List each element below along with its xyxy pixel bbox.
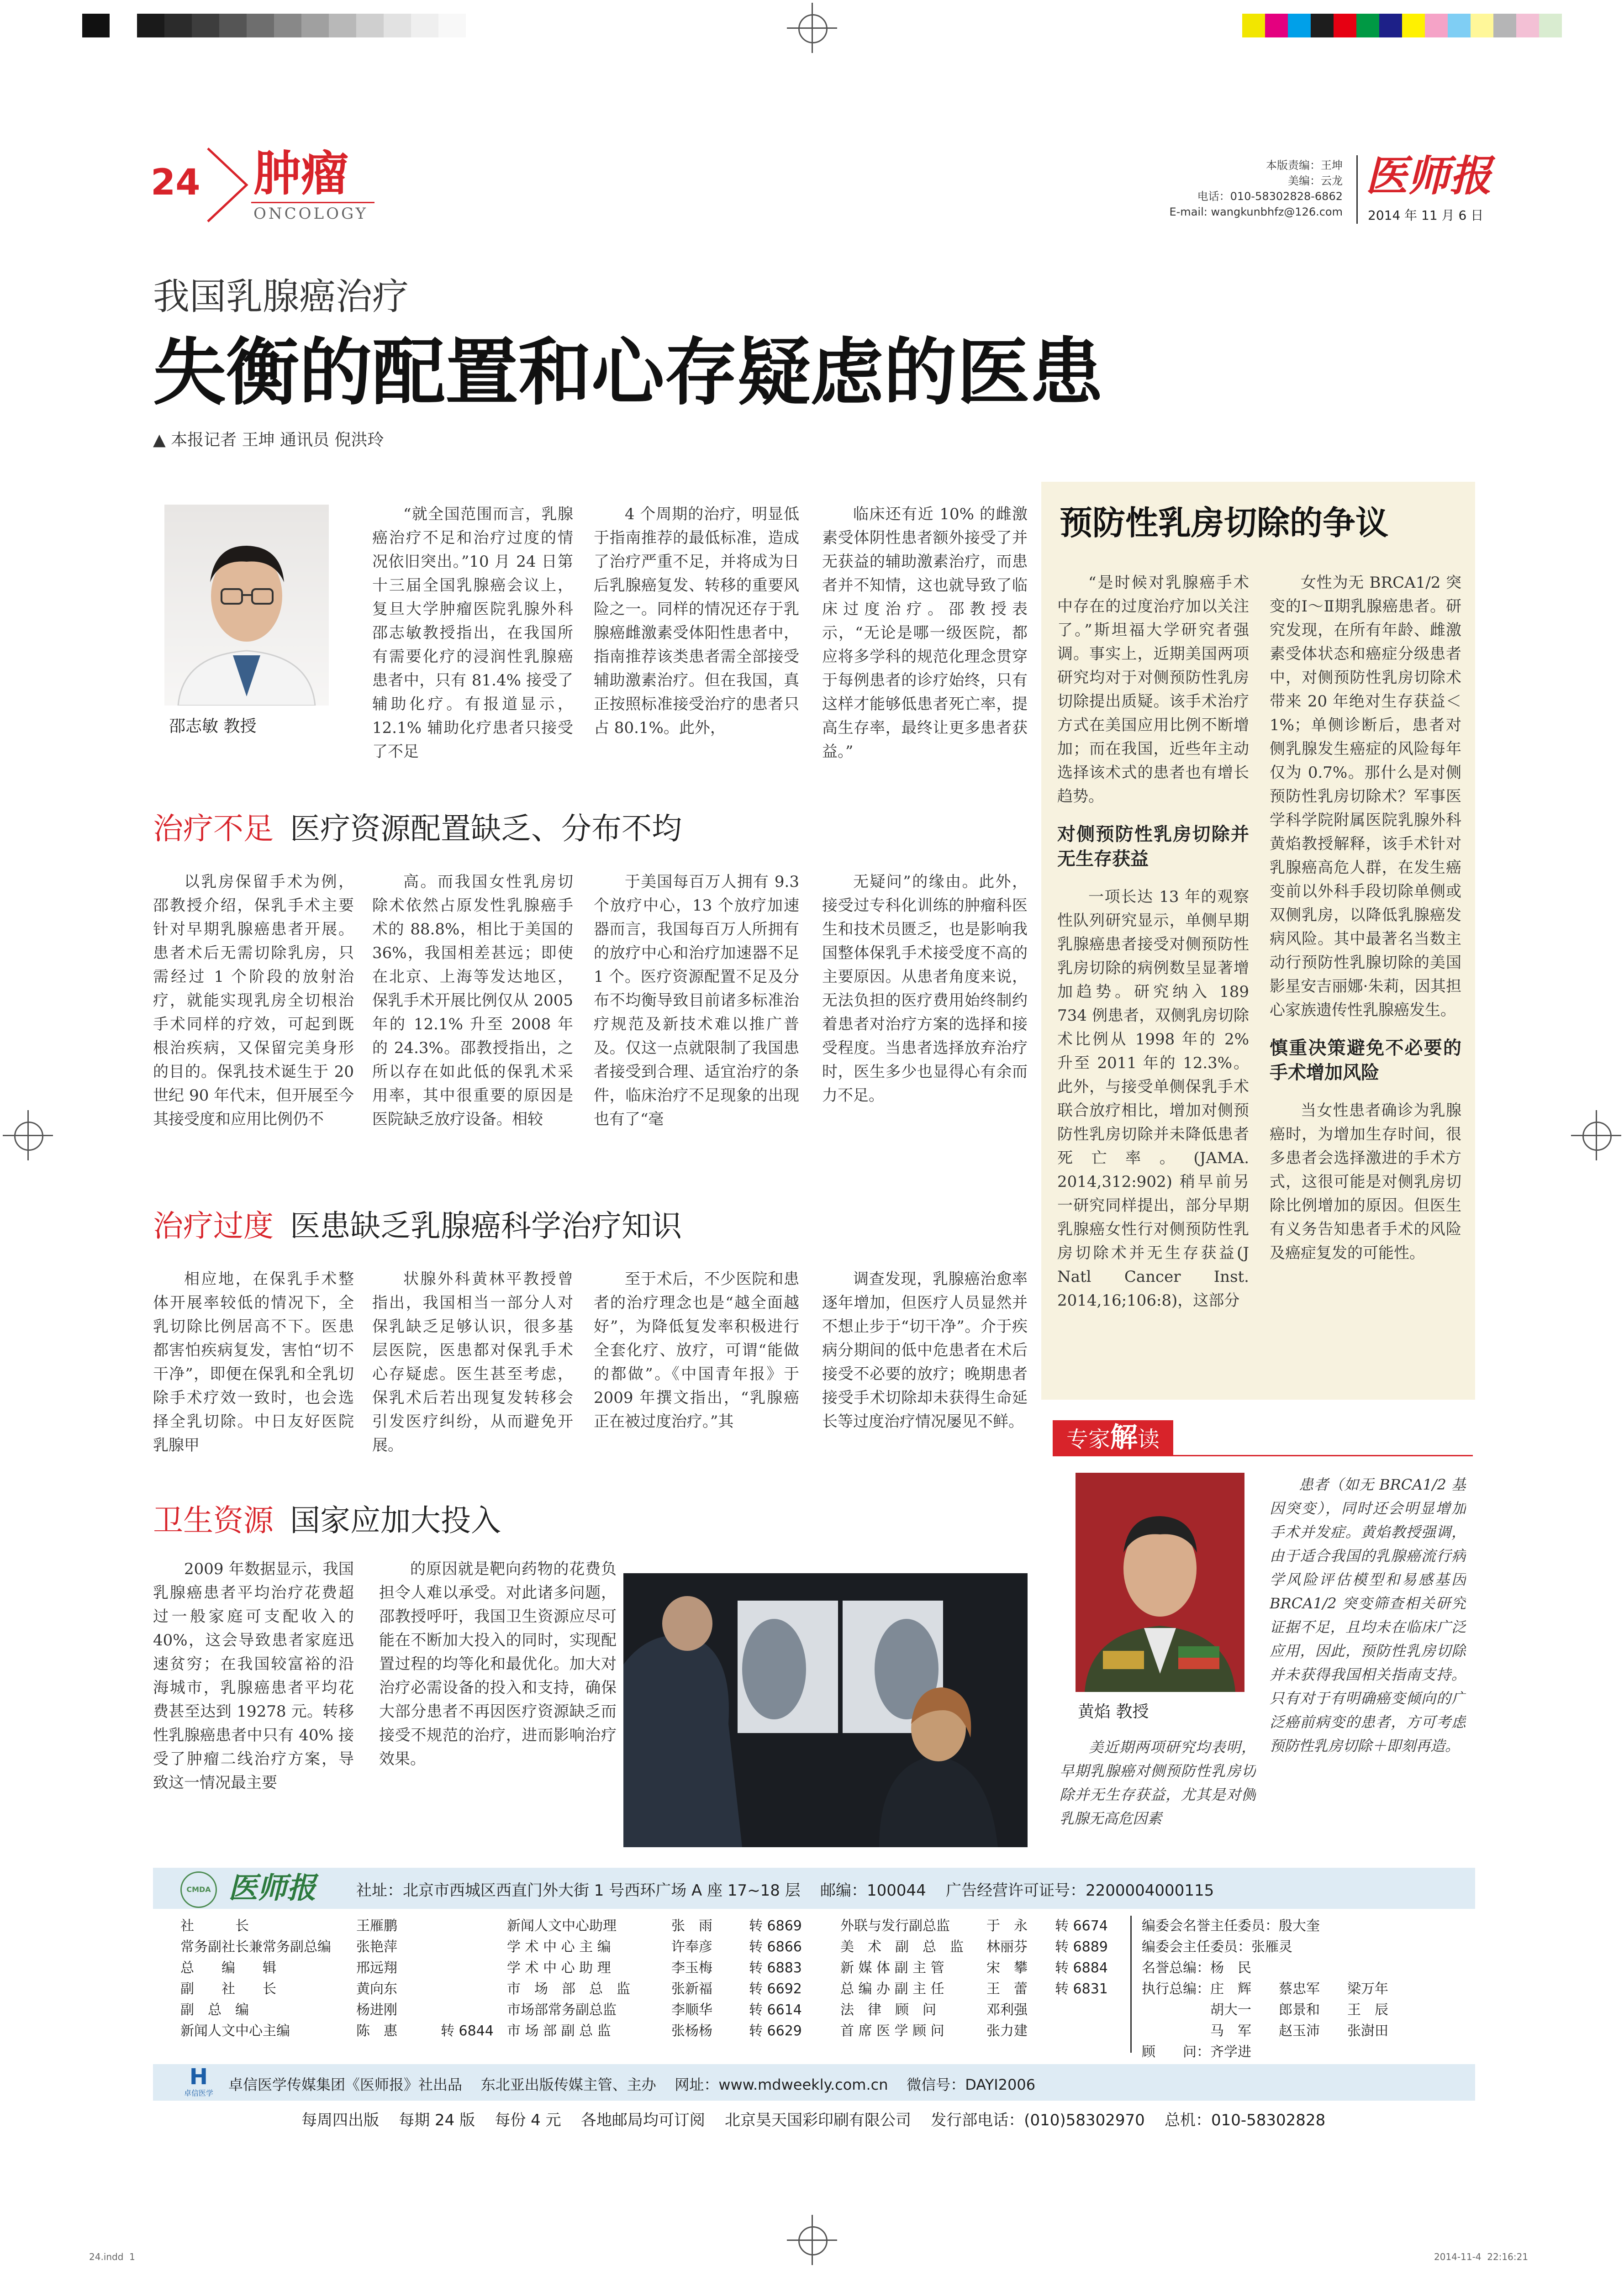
sidebar-subhead-2: 慎重决策避免不必要的手术增加风险 bbox=[1270, 1038, 1461, 1083]
intro-col1: “就全国范围而言，乳腺癌治疗不足和治疗过度的情况依旧突出。”10 月 24 日第十三届全国乳腺癌会议上，复旦大学肿瘤医院乳腺外科邵志敏教授指出，在我国所有需要化疗的浸润性乳腺癌患者中，只有 81.4% 接受了辅助化疗。有报道显示，12.1% 辅助化疗患者只接受了不足 bbox=[372, 505, 573, 761]
sec2-col2: 状腺外科黄林平教授曾指出，我国相当一部分人对保乳缺乏足够认识，很多基层医院，医患都对保乳手术心存疑虑。医生甚至考虑，保乳术后若出现复发转移会引发医疗纠纷，从而避免开展。 bbox=[372, 1270, 573, 1454]
footer-address: 社址：北京市西城区西直门外大街 1 号西环广场 A 座 17~18 层 邮编：100044 广告经营许可证号：2200004000115 bbox=[356, 1881, 1214, 1900]
section3-heading: 卫生资源 国家应加大投入 bbox=[153, 1503, 501, 1538]
expert-caption: 黄焰 教授 bbox=[1078, 1702, 1149, 1721]
byline: ▲ 本报记者 王坤 通讯员 倪洪玲 bbox=[153, 431, 384, 449]
staff-d: 编委会名誉主任委员：殷大奎 编委会主任委员：张雁灵 名誉总编：杨 民 执行总编：庄 辉 蔡忠军 梁万年 胡大一 郎景和 王 辰 马 军 赵玉沛 张澍田 顾 问：齐学进 bbox=[1142, 1918, 1388, 2060]
paper-logo: 医师报 bbox=[1366, 151, 1492, 200]
header-divider bbox=[1356, 155, 1358, 224]
publisher-line: 卓信医学传媒集团《医师报》社出品 东北亚出版传媒主管、主办 网址：www.mdweekly.com.cn 微信号：DAYI2006 bbox=[228, 2076, 1036, 2093]
photo-caption: 邵志敏 教授 bbox=[169, 717, 257, 736]
expert-text-bottom: 美近期两项研究均表明，早期乳腺癌对侧预防性乳房切除并无生存获益，尤其是对侧乳腺无高危因素 bbox=[1060, 1739, 1256, 1827]
sec1-col4: 无疑问”的缘由。此外，接受过专科化训练的肿瘤科医生和技术员匮乏，也是影响我国整体保乳手术接受度不高的主要原因。从患者角度来说，无法负担的医疗费用始终制约着患者对治疗方案的选择和接受程度。当患者选择放弃治疗时，医生多少也显得心有余而力不足。 bbox=[822, 873, 1028, 1105]
staff-c-ext: 转 6674 转 6889 转 6884 转 6831 bbox=[1055, 1918, 1108, 1997]
doctors-xray-photo bbox=[623, 1573, 1028, 1847]
sec1-col3: 于美国每百万人拥有 9.3 个放疗中心，13 个放疗加速器而言，我国每百万人所拥有的放疗中心和治疗加速器不足 1 个。医疗资源配置不足及分布不均衡导致目前诸多标准治疗规范及新技术难以推广普及。仅这一点就限制了我国患者接受到合理、适宜治疗的条件，临床治疗不足现象的出现也有了“毫 bbox=[594, 873, 799, 1128]
sec2-col1: 相应地，在保乳手术整体开展率较低的情况下，全乳切除比例居高不下。医患都害怕疾病复发，害怕“切不干净”，即便在保乳和全乳切除手术疗效一致时，也会选择全乳切除。中日友好医院乳腺甲 bbox=[153, 1270, 354, 1454]
kicker: 我国乳腺癌治疗 bbox=[153, 275, 409, 318]
page-number: 24 bbox=[151, 162, 200, 203]
chevron-icon bbox=[203, 146, 253, 224]
author-photo bbox=[164, 505, 329, 706]
sidebar-title: 预防性乳房切除的争议 bbox=[1060, 503, 1389, 542]
expert-label: 专家解读 bbox=[1053, 1420, 1173, 1455]
sidebar-subhead-1: 对侧预防性乳房切除并无生存获益 bbox=[1057, 824, 1249, 869]
staff-a-ext: 转 6844 bbox=[441, 2023, 494, 2039]
expert-label-rule bbox=[1053, 1455, 1473, 1456]
section1-heading: 治疗不足 医疗资源配置缺乏、分布不均 bbox=[153, 811, 682, 846]
staff-b-names: 张 雨 许奉彦 李玉梅 张新福 李顺华 张杨杨 bbox=[671, 1918, 712, 2039]
footer-paper-logo: 医师报 bbox=[228, 1871, 316, 1905]
bottom-line: 每周四出版 每期 24 版 每份 4 元 各地邮局均可订阅 北京昊天国彩印刷有限公司 发行部电话：(010)58302970 总机：010-58302828 bbox=[301, 2111, 1326, 2129]
sec2-col4: 调查发现，乳腺癌治愈率逐年增加，但医疗人员显然并不想止步于“切干净”。介于疾病分期间的低中危患者在术后接受不必要的放疗；晚期患者接受手术切除却未获得生命延长等过度治疗情况屡见不鲜。 bbox=[822, 1270, 1028, 1431]
grayscale-bar bbox=[82, 0, 859, 50]
editor-info: 本版责编：王坤 美编：云龙 电话：010-58302828-6862 E-mail: wangkunbhfz@126.com bbox=[1169, 159, 1343, 218]
sec2-col3: 至于术后，不少医院和患者的治疗理念也是“越全面越好”，为降低复发率积极进行全套化疗、放疗，可谓“能做的都做”。《中国青年报》于 2009 年撰文指出，“乳腺癌正在被过度治疗。”其 bbox=[594, 1270, 799, 1431]
slug-file: 24.indd 1 bbox=[89, 2251, 135, 2262]
sec1-col2: 高。而我国女性乳房切除术依然占原发性乳腺癌手术的 88.8%，相比于美国的 36%，我国相差甚远；即使在北京、上海等发达地区，保乳手术开展比例仅从 2005 年的 12.1% 升至 2008 年的 24.3%。邵教授指出，之所以存在如此低的保乳术采用率，其中很重要的原因是医院缺乏放疗设备。相较 bbox=[372, 873, 573, 1128]
sec1-col1: 以乳房保留手术为例，邵教授介绍，保乳手术主要针对早期乳腺癌患者开展。患者术后无需切除乳房，只需经过 1 个阶段的放射治疗，就能实现乳房全切根治手术同样的疗效，可起到既根治疾病，又保留完美身形的目的。保乳技术诞生于 20 世纪 90 年代末，但开展至今其接受度和应用比例仍不 bbox=[153, 873, 354, 1128]
issue-date: 2014 年 11 月 6 日 bbox=[1368, 208, 1484, 223]
cmda-logo: CMDA bbox=[180, 1871, 217, 1908]
headline: 失衡的配置和心存疑虑的医患 bbox=[153, 329, 1103, 415]
registration-mark-right bbox=[1571, 1110, 1621, 1160]
sec3-col2: 的原因就是靶向药物的花费负担令人难以承受。对此诸多问题，邵教授呼吁，我国卫生资源应尽可能在不断加大投入的同时，实现配置过程的均等化和最优化。加大对治疗必需设备的投入和支持，确保大部分患者不再因医疗资源缺乏而接受不规范的治疗，进而影响治疗效果。 bbox=[379, 1560, 617, 1768]
section2-heading: 治疗过度 医患缺乏乳腺癌科学治疗知识 bbox=[153, 1208, 682, 1244]
sec3-col1: 2009 年数据显示，我国乳腺癌患者平均治疗花费超过一般家庭可支配收入的 40%，这会导致患者家庭迅速贫穷；在我国较富裕的沿海城市，乳腺癌患者平均花费甚至达到 19278 元。转移性乳腺癌患者中只有 40% 接受了肿瘤二线治疗方案，导致这一情况最主要 bbox=[153, 1560, 354, 1792]
sidebar-col1: “是时候对乳腺癌手术中存在的过度治疗加以关注了。”斯坦福大学研究者强调。事实上，近期美国两项研究均对于对侧预防性乳房切除提出质疑。该手术治疗方式在美国应用比例不断增加；而在我国，近些年主动选择该术式的患者也有增长趋势。 对侧预防性乳房切除并无生存获益 一项长达 13 年的观察性队列研究显示，单侧早期乳腺癌患者接受对侧预防性乳房切除的病例数呈显著增加趋势。研究纳入 189 734 例患者，双侧乳房切除术比例从 1998 年的 2% 升至 2011 年的 12.3%。此外，与接受单侧保乳手术联合放疗相比，增加对侧预防性乳房切除并未降低患者死亡率。(JAMA. 2014,312:902) 稍早前另一研究同样提出，部分早期乳腺癌女性行对侧预防性乳房切除术并无生存获益(J Natl Cancer Inst. 2014,16;106:8)，这部分 bbox=[1057, 574, 1249, 1310]
section-title-en: ONCOLOGY bbox=[253, 205, 368, 223]
publisher-logo: H 卓信医学 bbox=[180, 2065, 217, 2098]
registration-mark-top bbox=[787, 3, 837, 53]
registration-mark-left bbox=[3, 1110, 53, 1160]
intro-col2: 4 个周期的治疗，明显低于指南推荐的最低标准，造成了治疗严重不足，并将成为日后乳腺癌复发、转移的重要风险之一。同样的情况还存于乳腺癌雌激素受体阳性患者中，指南推荐该类患者需全部接受辅助激素治疗。但在我国，真正按照标准接受治疗的患者只占 80.1%。此外， bbox=[594, 505, 799, 737]
intro-col3: 临床还有近 10% 的雌激素受体阴性患者额外接受了并无获益的辅助激素治疗，而患者并不知情，这也就导致了临床过度治疗。邵教授表示，“无论是哪一级医院，都应将多学科的规范化理念贯穿于每例患者的诊疗始终，只有这样才能够低患者死亡率，提高生存率，最终让更多患者获益。” bbox=[822, 505, 1028, 761]
staff-a: 社 长 常务副社长兼常务副总编 总 编 辑 副 社 长 副 总 编 新闻人文中心主编 bbox=[180, 1918, 331, 2039]
slug-time: 2014-11-4 22:16:21 bbox=[1434, 2251, 1529, 2262]
staff-c-names: 于 永 林丽芬 宋 攀 王 蕾 邓利强 张力建 bbox=[986, 1918, 1028, 2039]
staff-divider bbox=[1130, 1916, 1132, 2053]
staff-c: 外联与发行副总监 美 术 副 总 监 新 媒 体 副 主 管 总 编 办 副 主 任 法 律 顾 问 首 席 医 学 顾 问 bbox=[840, 1918, 964, 2039]
expert-text-right: 患者（如无 BRCA1/2 基因突变），同时还会明显增加手术并发症。黄焰教授强调，由于适合我国的乳腺癌流行病学风险评估模型和易感基因 BRCA1/2 突变筛查相关研究证据不足，且均未在临床广泛应用，因此，预防性乳房切除并未获得我国相关指南支持。只有对于有明确癌变倾向的广泛癌前病变的患者，方可考虑预防性乳房切除＋即刻再造。 bbox=[1270, 1476, 1466, 1755]
registration-mark-bottom bbox=[787, 2215, 837, 2265]
staff-b-ext: 转 6869 转 6866 转 6883 转 6692 转 6614 转 6629 bbox=[749, 1918, 802, 2039]
staff-a-names: 王雁鹏 张艳萍 邢远翔 黄向东 杨进刚 陈 惠 bbox=[356, 1918, 397, 2039]
color-bar bbox=[1242, 0, 1562, 50]
sidebar-col2: 女性为无 BRCA1/2 突变的Ⅰ～Ⅱ期乳腺癌患者。研究发现，在所有年龄、雌激素受体状态和癌症分级患者中，对侧预防性乳房切除术带来 20 年绝对生存获益＜1%；单侧诊断后，患者对侧乳腺发生癌症的风险每年仅为 0.7%。那什么是对侧预防性乳房切除术？军事医学科学院附属医院乳腺外科黄焰教授解释，该手术针对乳腺癌高危人群，在发生癌变前以外科手段切除单侧或双侧乳房，以降低乳腺癌发病风险。其中最著名当数主动行预防性乳腺切除的美国影星安吉丽娜·朱莉，因其担心家族遗传性乳腺癌发生。 慎重决策避免不必要的手术增加风险 当女性患者确诊为乳腺癌时，为增加生存时间，很多患者会选择激进的手术方式，这很可能是对侧乳房切除比例增加的原因。但医生有义务告知患者手术的风险及癌症复发的可能性。 bbox=[1270, 574, 1461, 1262]
section-title: 肿瘤 bbox=[253, 146, 349, 201]
publisher-h-icon: H bbox=[189, 2064, 208, 2090]
header-rule bbox=[251, 202, 374, 203]
expert-photo bbox=[1076, 1473, 1244, 1692]
staff-b: 新闻人文中心助理 学 术 中 心 主 编 学 术 中 心 助 理 市 场 部 总 监 市场部常务副总监 市 场 部 副 总 监 bbox=[507, 1918, 630, 2039]
